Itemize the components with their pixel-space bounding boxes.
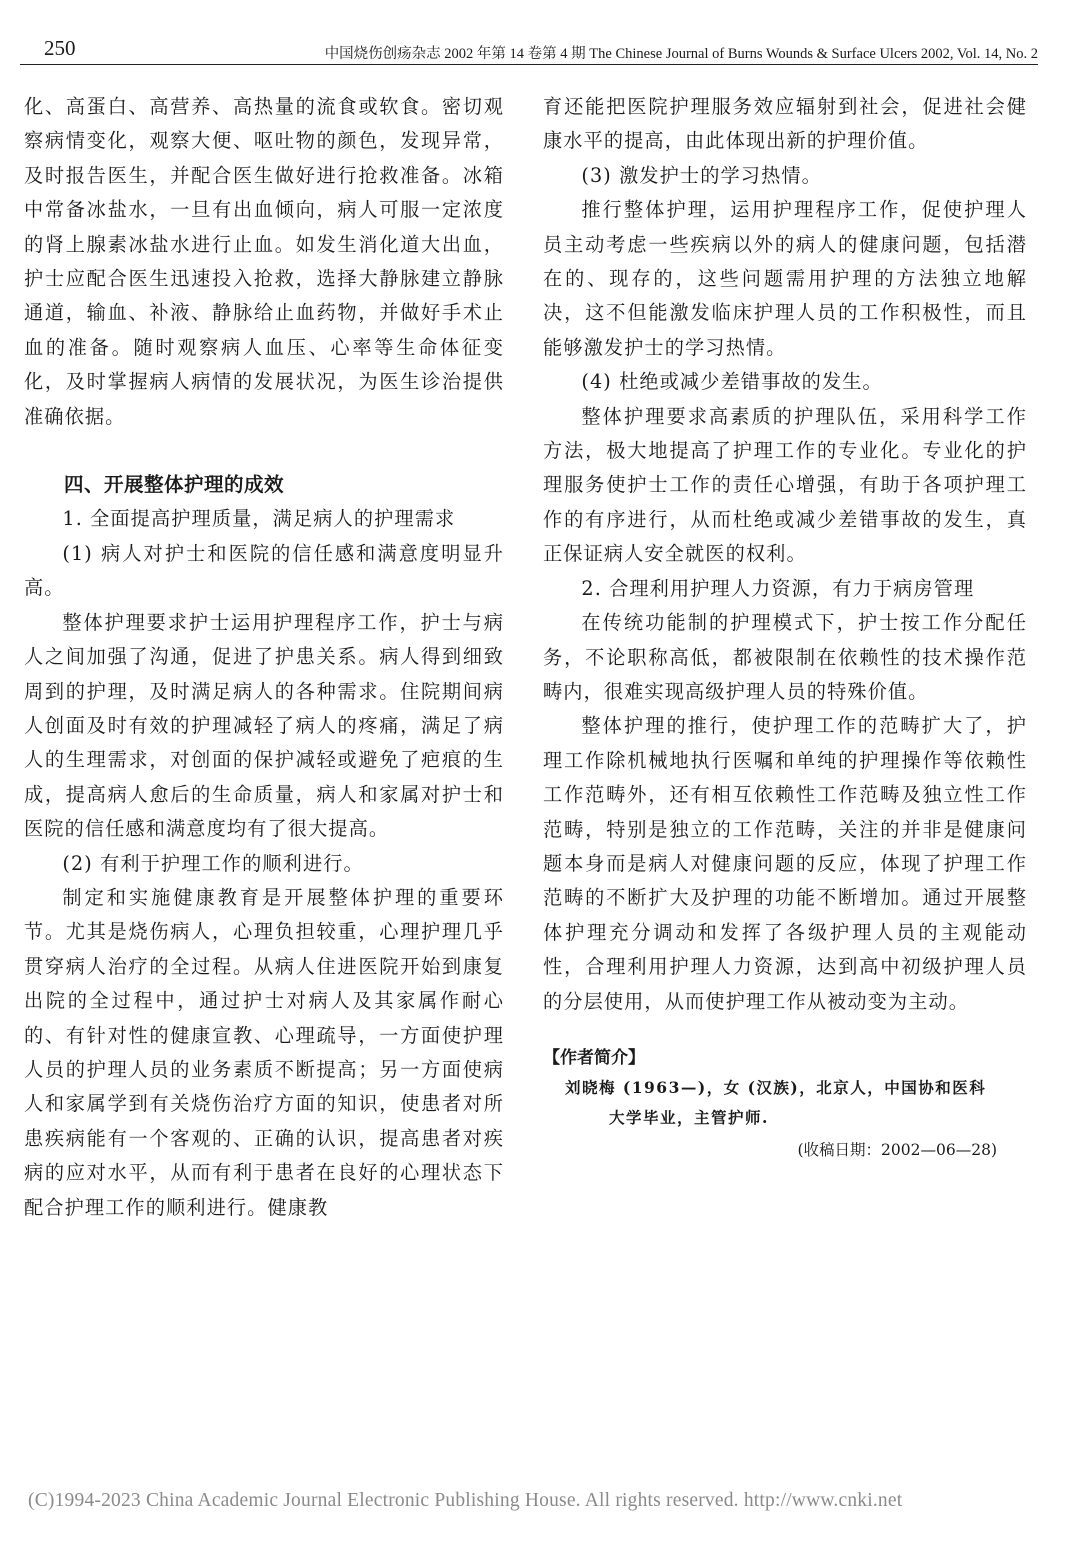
paragraph: 育还能把医院护理服务效应辐射到社会，促进社会健康水平的提高，由此体现出新的护理价值。 bbox=[543, 95, 1027, 153]
right-column bbox=[543, 90, 1027, 1165]
received-date: (收稿日期：2002—06—28) bbox=[797, 1140, 997, 1159]
author-bio bbox=[543, 1073, 1027, 1133]
item-title: (1) 病人对护士和医院的信任感和满意度明显升高。 bbox=[24, 541, 504, 600]
section-title: 四、开展整体护理的成效 bbox=[64, 473, 285, 497]
item-title: (4) 杜绝或减少差错事故的发生。 bbox=[581, 370, 883, 394]
author-heading: 【作者简介】 bbox=[543, 1047, 645, 1068]
page-number: 250 bbox=[44, 36, 76, 60]
paragraph: 推行整体护理，运用护理程序工作，促使护理人员主动考虑一些疾病以外的病人的健康问题，包括潜在的、现存的，这些问题需用护理的方法独立地解决，这不但能激发临床护理人员的工作积极性，而且能够激发护士的学习热情。 bbox=[543, 198, 1027, 359]
copyright-footer: (C)1994-2023 China Academic Journal Electronic Publishing House. All rights reserved. http://www.cnki.net bbox=[28, 1490, 903, 1511]
left-column bbox=[24, 90, 504, 1225]
paragraph: 整体护理要求护士运用护理程序工作，护士与病人之间加强了沟通，促进了护患关系。病人得到细致周到的护理，及时满足病人的各种需求。住院期间病人创面及时有效的护理减轻了病人的疼痛，满足了病人的生理需求，对创面的保护减轻或避免了疤痕的生成，提高病人愈后的生命质量，病人和家属对护士和医院的信任感和满意度均有了很大提高。 bbox=[24, 610, 504, 841]
subsection-title: 2. 合理利用护理人力资源，有力于病房管理 bbox=[581, 576, 975, 600]
paragraph: 整体护理要求高素质的护理队伍，采用科学工作方法，极大地提高了护理工作的专业化。专业化的护理服务使护士工作的责任心增强，有助于各项护理工作的有序进行，从而杜绝或减少差错事故的发生，真正保证病人安全就医的权利。 bbox=[543, 404, 1027, 566]
paragraph: 化、高蛋白、高营养、高热量的流食或软食。密切观察病情变化，观察大便、呕吐物的颜色，发现异常，及时报告医生，并配合医生做好进行抢救准备。冰箱中常备冰盐水，一旦有出血倾向，病人可服一定浓度的肾上腺素冰盐水进行止血。如发生消化道大出血，护士应配合医生迅速投入抢救，选择大静脉建立静脉通道，输血、补液、静脉给止血药物，并做好手术止血的准备。随时观察病人血压、心率等生命体征变化，及时掌握病人病情的发展状况，为医生诊治提供准确依据。 bbox=[24, 95, 504, 428]
author-line: 刘晓梅 (1963—)，女 (汉族)，北京人，中国协和医科 bbox=[565, 1077, 987, 1097]
item-title: (3) 激发护士的学习热情。 bbox=[581, 163, 822, 187]
author-line: 大学毕业，主管护师. bbox=[609, 1107, 769, 1127]
item-title: (2) 有利于护理工作的顺利进行。 bbox=[62, 851, 364, 875]
paragraph: 整体护理的推行，使护理工作的范畴扩大了，护理工作除机械地执行医嘱和单纯的护理操作等依赖性工作范畴外，还有相互依赖性工作范畴及独立性工作范畴，特别是独立的工作范畴，关注的并非是健康问题本身而是病人对健康问题的反应，体现了护理工作范畴的不断扩大及护理的功能不断增加。通过开展整体护理充分调动和发挥了各级护理人员的主观能动性，合理利用护理人力资源，达到高中初级护理人员的分层使用，从而使护理工作从被动变为主动。 bbox=[543, 714, 1027, 1013]
running-head: 中国烧伤创疡杂志 2002 年第 14 卷第 4 期 The Chinese Journal of Burns Wounds & Surface Ulcers 2002, Vol. 14, No. 2 bbox=[324, 46, 1038, 62]
page-header bbox=[20, 38, 1038, 65]
paragraph: 制定和实施健康教育是开展整体护理的重要环节。尤其是烧伤病人，心理负担较重，心理护理几乎贯穿病人治疗的全过程。从病人住进医院开始到康复出院的全过程中，通过护士对病人及其家属作耐心的、有针对性的健康宣教、心理疏导，一方面使护理人员的护理人员的业务素质不断提高；另一方面使病人和家属学到有关烧伤治疗方面的知识，使患者对所患疾病能有一个客观的、正确的认识，提高患者对疾病的应对水平，从而有利于患者在良好的心理状态下配合护理工作的顺利进行。健康教 bbox=[24, 885, 504, 1219]
paragraph: 在传统功能制的护理模式下，护士按工作分配任务，不论职称高低，都被限制在依赖性的技术操作范畴内，很难实现高级护理人员的特殊价值。 bbox=[543, 611, 1027, 703]
subsection-title: 1. 全面提高护理质量，满足病人的护理需求 bbox=[62, 507, 456, 531]
